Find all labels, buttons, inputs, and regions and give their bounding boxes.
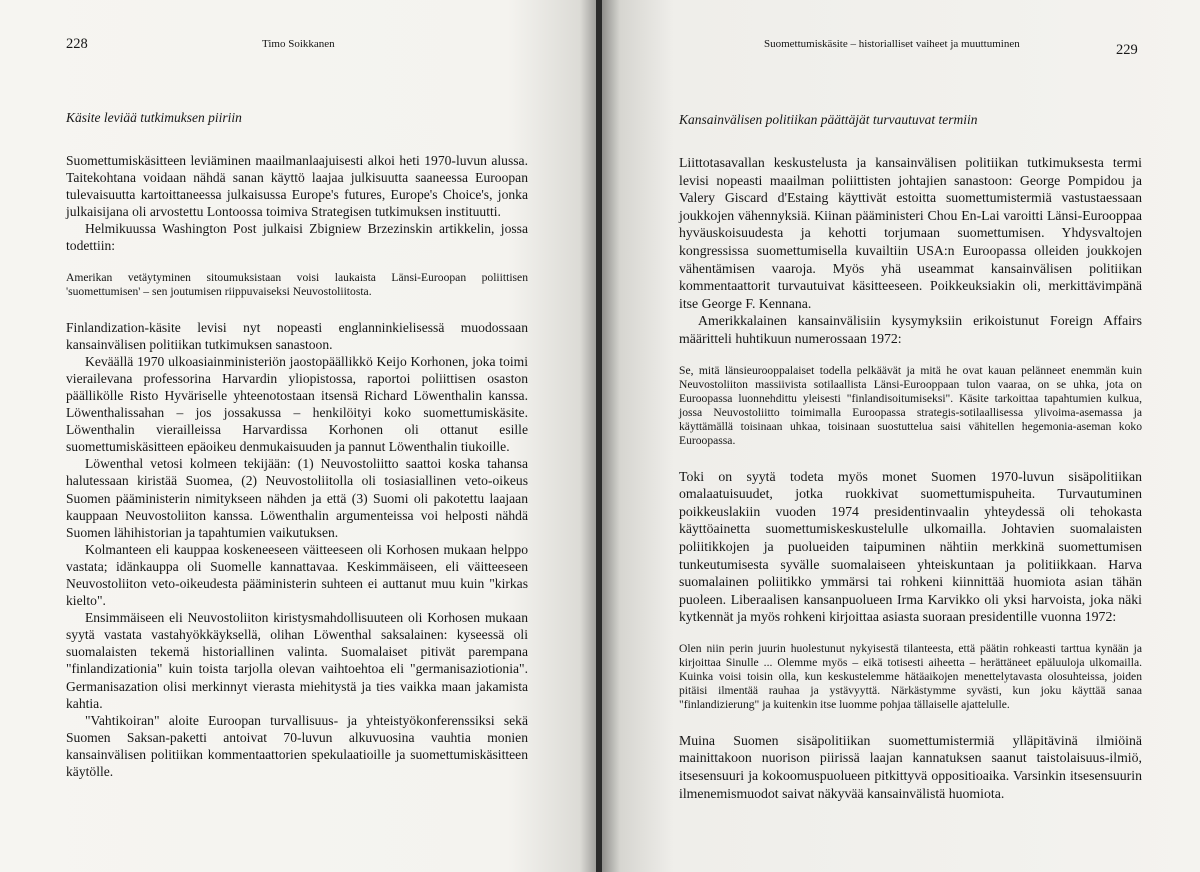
paragraph: Finlandization-käsite levisi nyt nopeasti englanninkielisessä muodossaan kansainvälisen politiikan tutkimuksen sanastoon. (66, 319, 528, 352)
paragraph: Ensimmäiseen eli Neuvostoliiton kiristysmahdollisuuteen oli Korhosen mukaan syytä vastata vastahyökkäyksellä, olihan Löwenthal saksalainen: kyseessä oli suomalaisten tekemä historiallinen valinta. Suomalaiset pitivät parempana "finlandizationia" kuin toista tarjolla olevan vaihtoehtoa eli "germanisaziotionia". Germanisazation olisi merkinnyt vierasta miehitystä ja ties vaikka maan jakamista kahtia. (66, 610, 528, 711)
paragraph: Muina Suomen sisäpolitiikan suomettumistermiä ylläpitävinä ilmiöinä mainittakoon nuorison piirissä laajan kannatuksen saanut taistolaisuus-ilmiö, itsesensuuri ja kokoomuspuolueen pitkittyvä oppositioaika. Varsinkin itsesensuurin ilmenemismuodot saivat näkyvää kansainvälistä huomiota. (679, 732, 1142, 801)
paragraph: Amerikkalainen kansainvälisiin kysymyksiin erikoistunut Foreign Affairs määritteli huhtikuun numerossaan 1972: (679, 313, 1142, 346)
text-column (679, 112, 1142, 802)
paragraph: Kolmanteen eli kauppaa koskeneeseen väitteeseen oli Korhosen mukaan helppo vastata; idänkauppa oli Suomelle kannattavaa. Keskimmäiseen, eli väitteeseen Neuvostoliiton veto-oikeudesta pääministerin suhteen ei auttanut muu kuin "kirkas kielto". (66, 541, 528, 609)
section-heading: Käsite leviää tutkimuksen piiriin (66, 110, 242, 125)
paragraph: Löwenthal vetosi kolmeen tekijään: (1) Neuvostoliitto saattoi koska tahansa halutessaan kiristää Suomea, (2) Neuvostoliitolla oli tosiasiallinen veto-oikeus Suomen pääministerin nimitykseen nähden ja että (3) Suomi oli pakotettu laajaan kauppaan Neuvostoliiton kanssa. Löwenthalin argumenteissa voi helposti nähdä Suomen lähihistorian ja tapahtumien vaikutuksen. (66, 456, 528, 540)
section-heading: Kansainvälisen politiikan päättäjät turvautuvat termiin (679, 112, 978, 127)
paragraph: Toki on syytä todeta myös monet Suomen 1970-luvun sisäpolitiikan omalaatuisuudet, jotka ruokkivat suomettumispuheita. Turvautuminen poikkeuslakiin vuoden 1974 presidentinvaalin yhteydessä oli tehokasta käyttöainetta suomettumiskeskustelulle ulkomailla. Johtavien suomalaisten poliitikkojen ja puolueiden taipuminen nähtiin merkkinä suomettumisen tunkeutumisesta syvälle suomalaiseen yhteiskuntaan ja politiikkaan. Harva suomalainen poliitikko ymmärsi tai rohkeni kiinnittää huomiota asian tähän puoleen. Liberaalisen kansanpuolueen Irma Karvikko oli yksi harvoista, joka näki kytkennät ja myös rohkeni kirjoittaa asiasta suoraan presidentille vuonna 1972: (679, 468, 1142, 625)
right-page (602, 0, 1200, 872)
block-quote: Se, mitä länsieurooppalaiset todella pelkäävät ja mitä he ovat kauan pelänneet enemmän kuin Neuvostoliiton massiivista sotilaallista Länsi-Eurooppaan tulon vaaraa, on se uhka, jota on Euroopassa luonnehdittu yleisesti "finlandisoitumiseksi". Käsite tarkoittaa tapahtumien kulkua, jossa Neuvostoliitto toimimalla Euroopassa strategis-sotilaallisessa ylivoima-asemassa ja käyttämällä toisinaan uhkaa, toisinaan suostuttelua saisi vähitellen hegemonia-aseman koko Euroopassa. (679, 363, 1142, 447)
text-column (66, 110, 528, 780)
page-number: 229 (1116, 42, 1138, 58)
paragraph: Keväällä 1970 ulkoasiainministeriön jaostopäällikkö Keijo Korhonen, joka toimi vierailevana professorina Harvardin yliopistossa, raportoi poliittisen osaston päällikölle Risto Hyväriselle yhteenotostaan itsensä Richard Löwenthalin kanssa. Löwenthalissahan – jos jossakussa – henkilöityi koko suomettumiskäsite. Löwenthalin vierailleissa Harvardissa Korhonen oli ottanut esille suomettumiskäsitteen epäoikeu denmukaisuuden ja pannut Löwenthalin tiukoille. (66, 353, 528, 455)
paragraph: Suomettumiskäsitteen leviäminen maailmanlaajuisesti alkoi heti 1970-luvun alussa. Taitekohtana voidaan nähdä sanan käyttö laajaa julkisuutta saaneessa Euroopan tulevaisuutta kartoittaneessa julkaisussa Europe's futures, Europe's Choice's, jonka julkaisijana oli arvostettu Lontoossa toimiva Strategisen tutkimuksen instituutti. (66, 153, 528, 220)
block-quote: Amerikan vetäytyminen sitoumuksistaan voisi laukaista Länsi-Euroopan poliittisen 'suomettumisen' – sen joutumisen riippuvaiseksi Neuvostoliitosta. (66, 270, 528, 298)
page-number: 228 (66, 36, 88, 52)
running-head: Suomettumiskäsite – historialliset vaiheet ja muuttuminen (764, 38, 1020, 50)
left-page (0, 0, 598, 872)
paragraph: Helmikuussa Washington Post julkaisi Zbigniew Brzezinskin artikkelin, jossa todettiin: (66, 221, 528, 254)
paragraph: "Vahtikoiran" aloite Euroopan turvallisuus- ja yhteistyökonferenssiksi sekä Suomen Saksan-paketti antoivat 70-luvun alkuvuosina vauhtia monien kansainvälisen politiikan kommentaattorien spekulaatioille ja suomettumiskäsitteen käytölle. (66, 712, 528, 779)
block-quote: Olen niin perin juurin huolestunut nykyisestä tilanteesta, että päätin rohkeasti tarttua kynään ja kirjoittaa Sinulle ... Olemme myös – eikä totisesti aiheetta – herättäneet epäluuloja ulkomailla. Kuinka voisi toisin olla, kun keskustelemme hätäaikojen menettelytavasta olosuhteissa, joiden pitäisi ilmentää rauhaa ja ystävyyttä. Närkästymme syvästi, kun joku käyttää sanaa "finlandizierung" ja kuitenkin itse luomme pohjaa tällaiselle ajattelulle. (679, 641, 1142, 711)
running-head: Timo Soikkanen (262, 38, 335, 50)
paragraph: Liittotasavallan keskustelusta ja kansainvälisen politiikan tutkimuksesta termi levisi nopeasti maailman poliittisten johtajien sanastoon: George Pompidou ja Valery Giscard d'Estaing käyttivät estoitta suomettumistermiä vastustaessaan joukkojen vähennyksiä. Kiinan pääministeri Chou En-Lai varoitti Länsi-Eurooppaa hyväuskoisuudesta ja kehotti torjumaan suomettumisen. Yhdysvaltojen kongressissa suomettumisella kuvailtiin USA:n Euroopassa olleiden joukkojen vähentämisen vaaroja. Myös yhä useammat kansainvälisen politiikan kommentaattorit turvautuivat käsitteeseen. Poikkeuksiakin oli, merkittävimpänä itse George F. Kennana. (679, 155, 1142, 311)
